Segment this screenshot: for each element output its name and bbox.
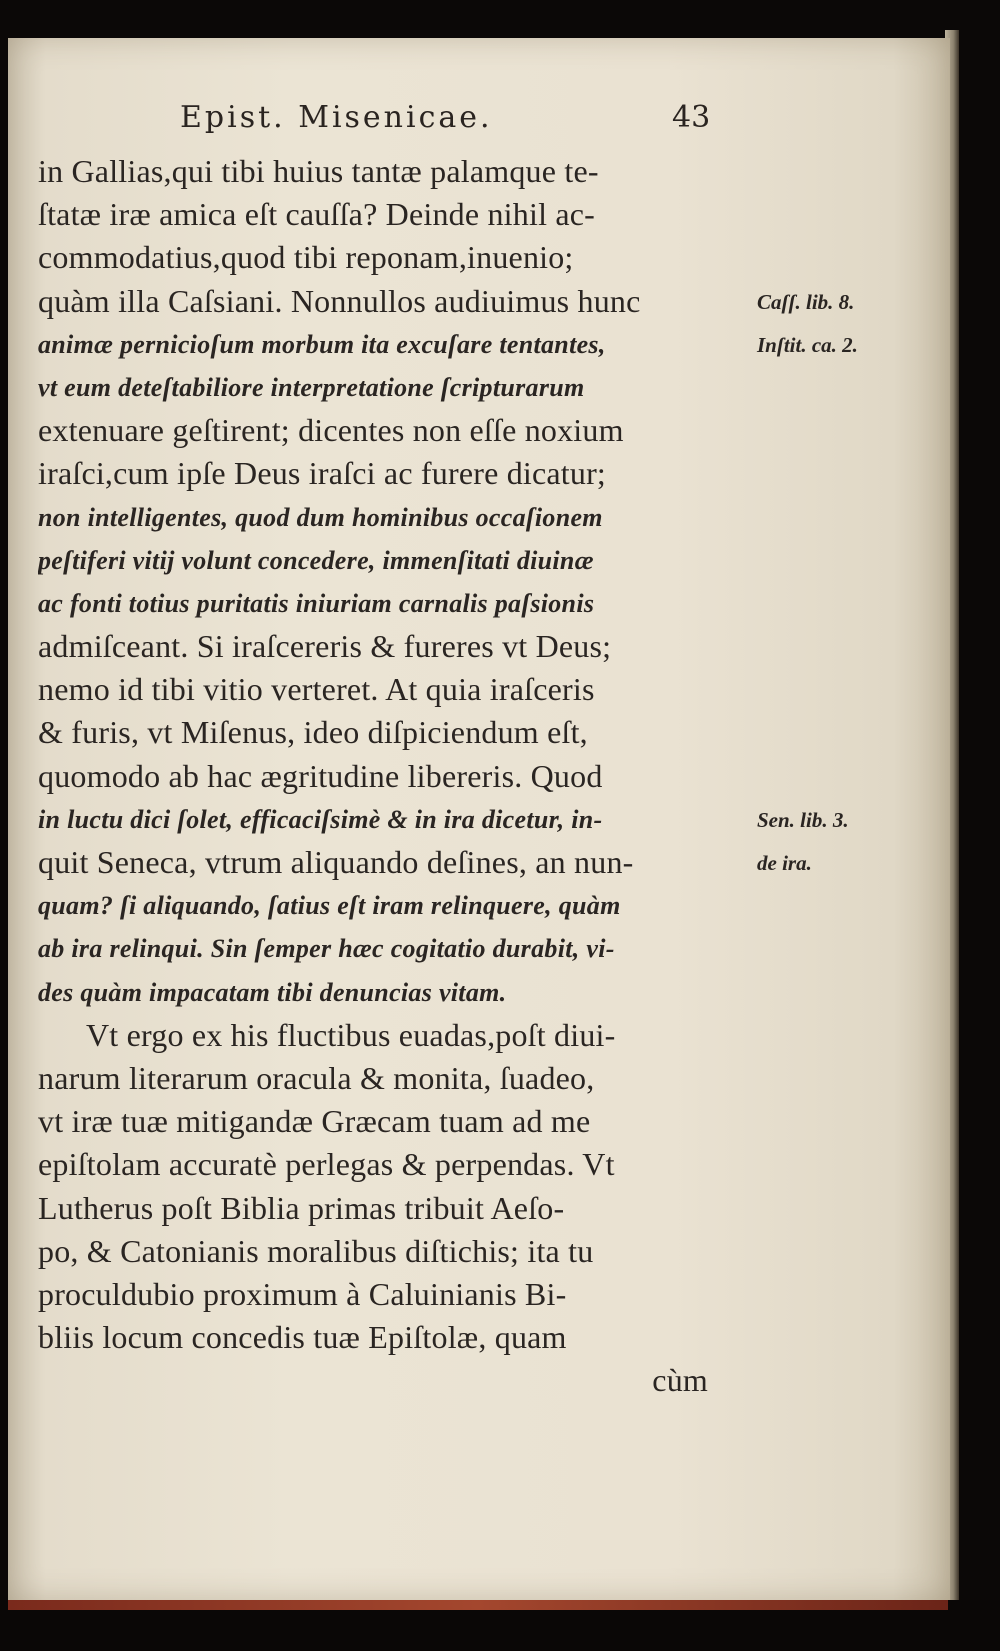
body-text bbox=[38, 150, 718, 1402]
text-line: in luctu dici ſolet, efficaciſsimè & in ira dicetur, in- bbox=[38, 804, 603, 834]
text-line: Vt ergo ex his fluctibus euadas,poſt diui- bbox=[86, 1016, 616, 1053]
text-line: ſtatæ iræ amica eſt cauſſa? Deinde nihil ac- bbox=[38, 196, 596, 233]
text-line: nemo id tibi vitio verteret. At quia iraſceris bbox=[38, 671, 595, 708]
text-line: ac fonti totius puritatis iniuriam carnalis paſsionis bbox=[38, 588, 595, 618]
text-line: non intelligentes, quod dum hominibus occaſionem bbox=[38, 502, 603, 532]
text-line: Lutherus poſt Biblia primas tribuit Aeſo- bbox=[38, 1189, 565, 1226]
text-line: in Gallias,qui tibi huius tantæ palamque te- bbox=[38, 153, 599, 189]
text-line: quam? ſi aliquando, ſatius eſt iram relinquere, quàm bbox=[38, 891, 621, 921]
margin-note: Inſtit. ca. 2. bbox=[757, 332, 858, 357]
running-head: Epist. Misenicae. bbox=[180, 100, 493, 135]
text-line: admiſceant. Si iraſcereris & fureres vt Deus; bbox=[38, 628, 612, 665]
margin-note: Caſſ. lib. 8. bbox=[757, 289, 855, 314]
text-line: animæ pernicioſum morbum ita excuſare tentantes, bbox=[38, 329, 606, 359]
text-line: extenuare geſtirent; dicentes non eſſe noxium bbox=[38, 412, 624, 449]
text-line: cùm bbox=[652, 1362, 708, 1399]
bottom-stripe bbox=[8, 1600, 948, 1610]
text-line: epiſtolam accuratè perlegas & perpendas. Vt bbox=[38, 1146, 615, 1183]
text-line: quit Seneca, vtrum aliquando deſines, an nun- bbox=[38, 844, 634, 880]
text-line: quàm illa Caſsiani. Nonnullos audiuimus hunc bbox=[38, 282, 641, 319]
text-line: narum literarum oracula & monita, ſuadeo, bbox=[38, 1059, 595, 1096]
margin-note: de ira. bbox=[757, 851, 812, 876]
text-line: iraſci,cum ipſe Deus iraſci ac furere dicatur; bbox=[38, 455, 607, 492]
page-number: 43 bbox=[672, 100, 711, 135]
text-line: ab ira relinqui. Sin ſemper hæc cogitatio durabit, vi- bbox=[38, 934, 615, 964]
text-line: vt iræ tuæ mitigandæ Græcam tuam ad me bbox=[38, 1103, 591, 1140]
text-line: des quàm impacatam tibi denuncias vitam. bbox=[38, 977, 507, 1007]
text-line: vt eum deteſtabiliore interpretatione ſcripturarum bbox=[38, 372, 585, 402]
text-line: peſtiferi vitij volunt concedere, immenſitati diuinæ bbox=[38, 545, 594, 575]
text-line: & furis, vt Miſenus, ideo diſpiciendum eſt, bbox=[38, 714, 588, 751]
text-line: quomodo ab hac ægritudine libereris. Quod bbox=[38, 757, 603, 794]
text-line: commodatius,quod tibi reponam,inuenio; bbox=[38, 239, 574, 276]
margin-note: Sen. lib. 3. bbox=[757, 808, 849, 832]
text-line: po, & Catonianis moralibus diſtichis; ita tu bbox=[38, 1232, 594, 1269]
text-line: bliis locum concedis tuæ Epiſtolæ, quam bbox=[38, 1319, 567, 1356]
text-line: proculdubio proximum à Caluinianis Bi- bbox=[38, 1275, 567, 1312]
